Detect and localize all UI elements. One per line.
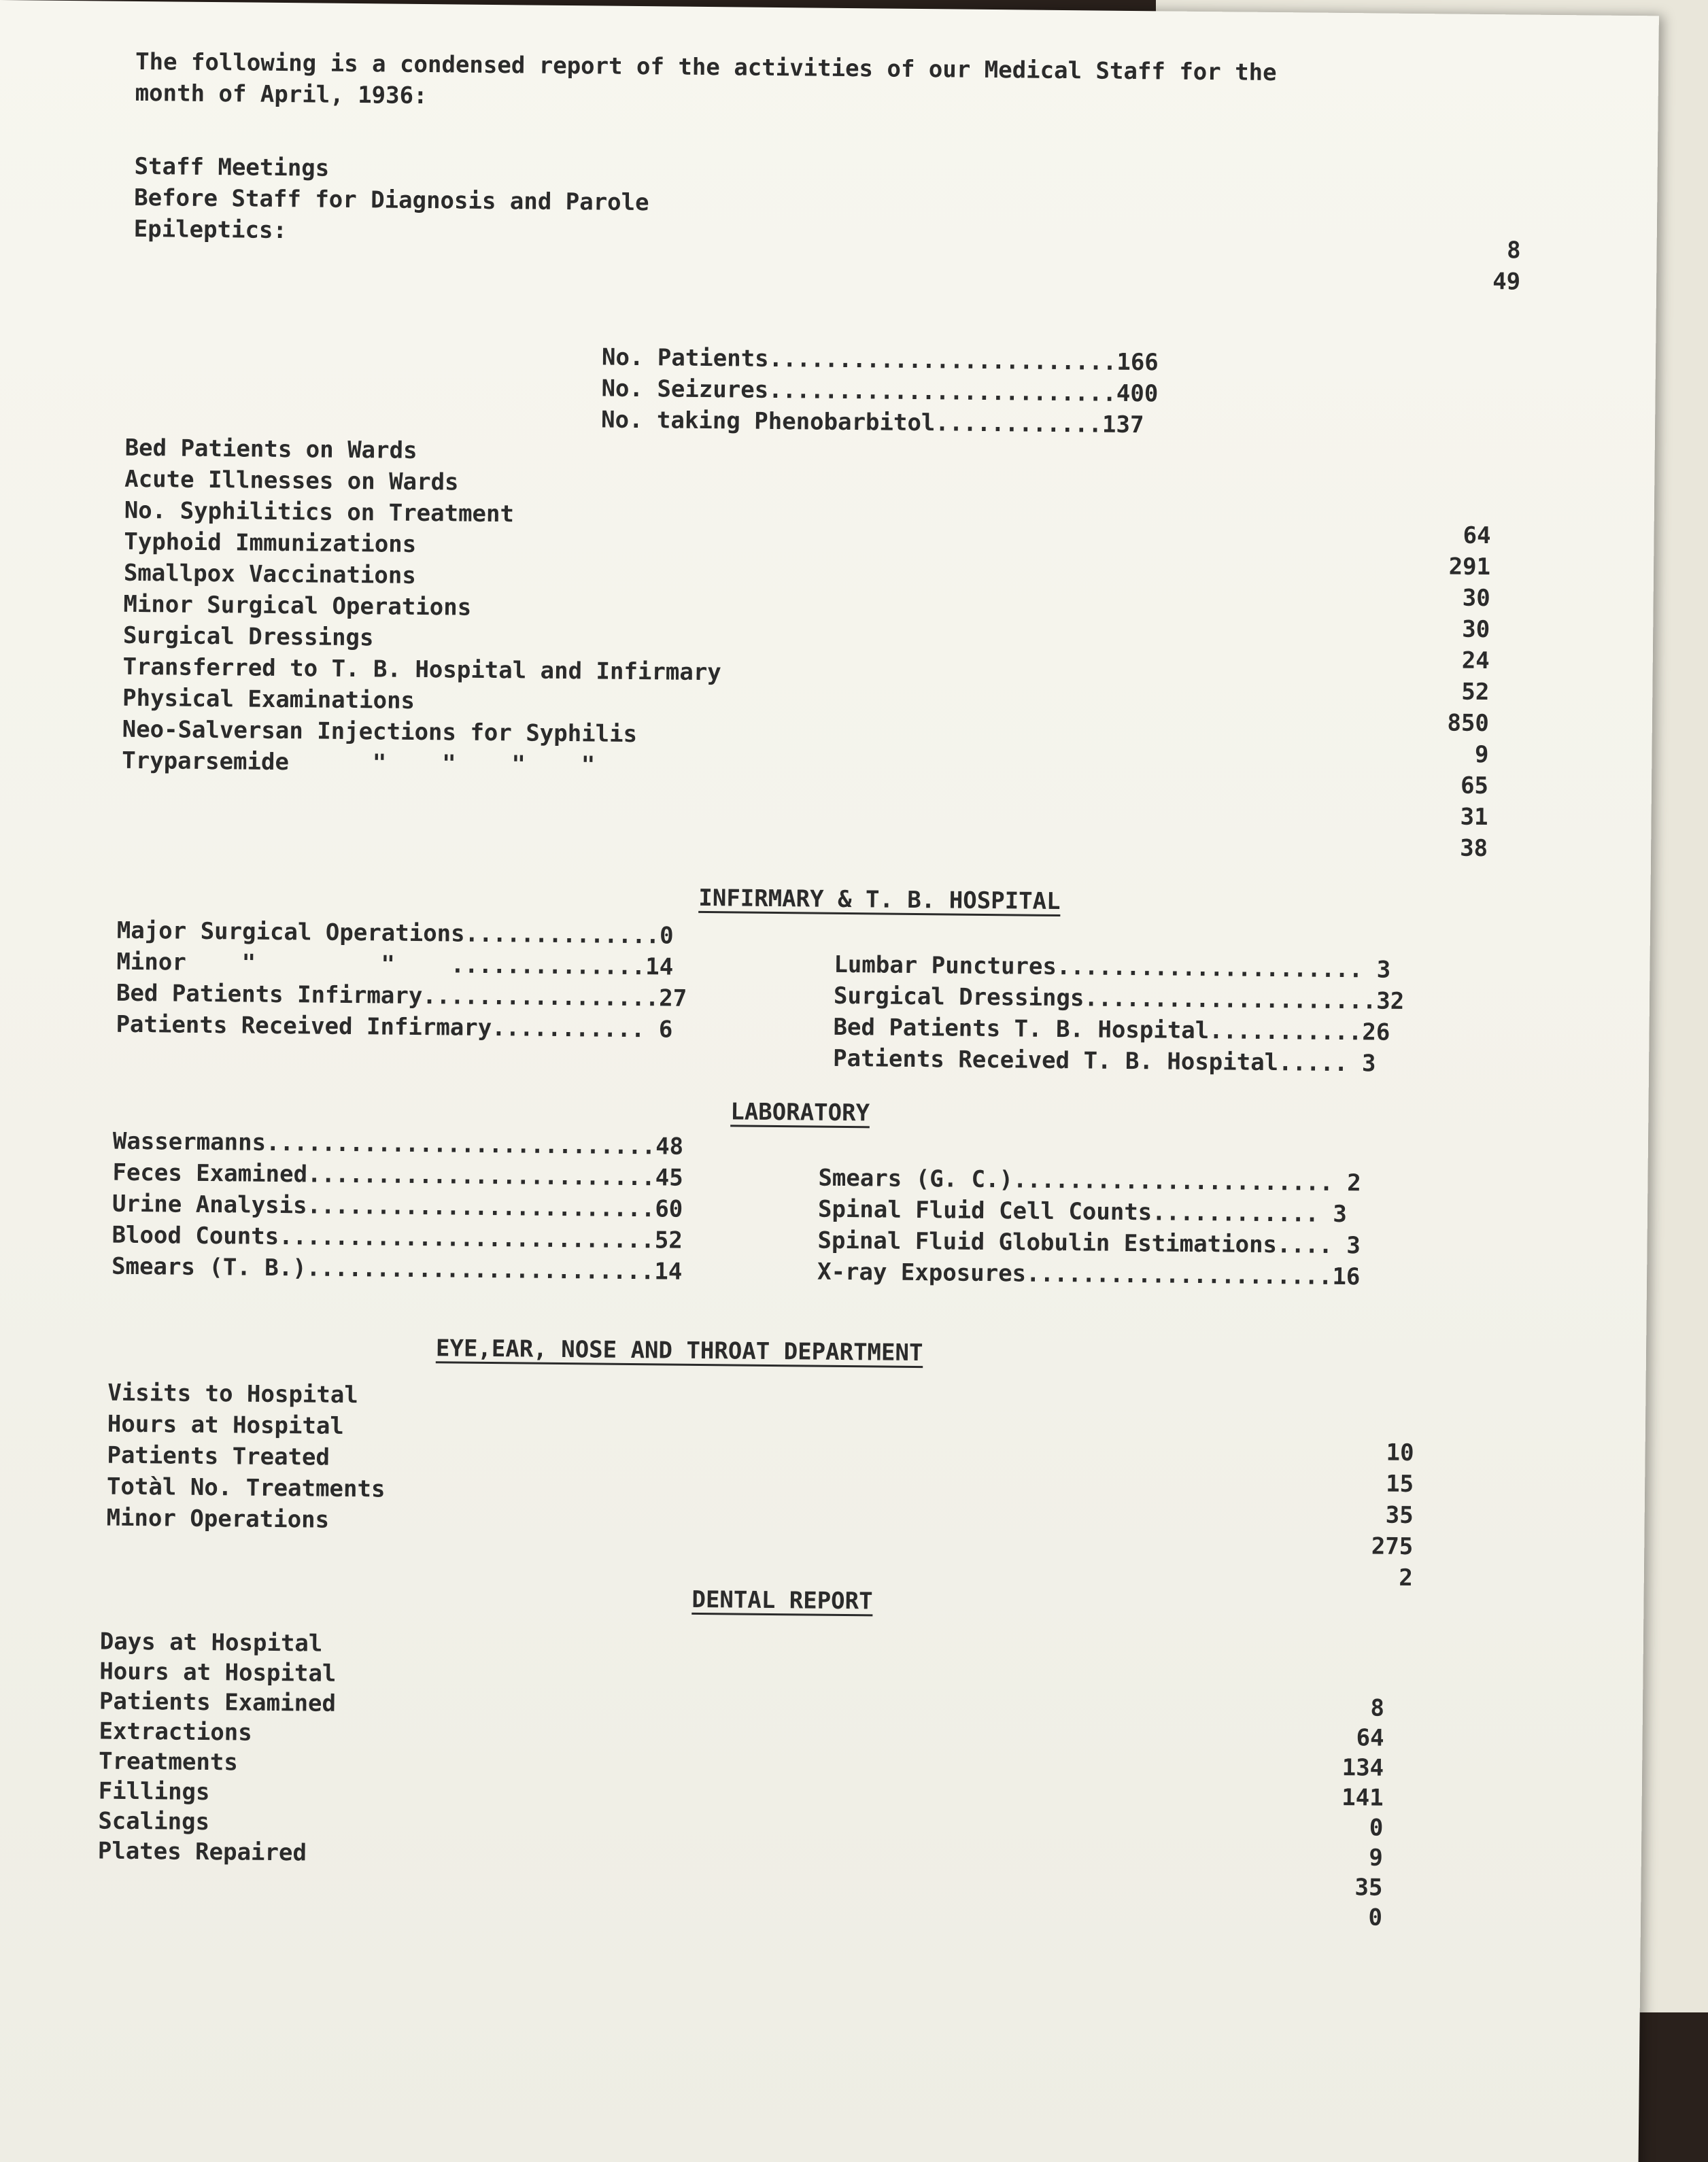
ent-value: 15 <box>1385 1470 1414 1498</box>
general-label: Bed Patients on Wards <box>124 434 417 464</box>
dental-label: Fillings <box>98 1777 210 1806</box>
dental-label: Scalings <box>98 1807 210 1836</box>
general-value: 52 <box>1461 678 1490 706</box>
laboratory-left-line: Smears (T. B.).........................14 <box>111 1252 683 1286</box>
ent-label: Hours at Hospital <box>107 1410 345 1440</box>
ent-label: Visits to Hospital <box>107 1379 358 1409</box>
general-value: 64 <box>1463 521 1491 550</box>
dental-value: 9 <box>1369 1844 1384 1872</box>
laboratory-left-line: Wassermanns............................48 <box>112 1127 684 1161</box>
summary-value: 8 <box>1506 237 1521 264</box>
dental-value: 8 <box>1370 1694 1385 1722</box>
general-value: 38 <box>1459 834 1488 863</box>
dental-label: Extractions <box>99 1717 252 1747</box>
ent-value: 35 <box>1385 1501 1414 1530</box>
summary-label: Epileptics: <box>133 215 288 245</box>
intro-line-2: month of April, 1936: <box>135 79 428 110</box>
dental-value: 0 <box>1368 1904 1383 1932</box>
dental-label: Patients Examined <box>99 1687 337 1717</box>
general-label: Acute Illnesses on Wards <box>124 465 459 496</box>
dental-value: 35 <box>1354 1874 1383 1902</box>
section-heading-dental: DENTAL REPORT <box>691 1585 873 1615</box>
general-label: Surgical Dressings <box>122 621 374 652</box>
ent-label: Totàl No. Treatments <box>106 1473 386 1503</box>
section-heading-infirmary: INFIRMARY & T. B. HOSPITAL <box>698 884 1061 916</box>
laboratory-right-line: Smears (G. C.)....................... 2 <box>818 1164 1361 1197</box>
laboratory-left-line: Urine Analysis.........................60 <box>112 1190 683 1223</box>
section-heading-laboratory: LABORATORY <box>730 1098 870 1127</box>
epileptics-line: No. taking Phenobarbitol............137 <box>600 406 1144 439</box>
section-heading-ent: EYE,EAR, NOSE AND THROAT DEPARTMENT <box>435 1335 923 1367</box>
infirmary-left-line: Patients Received Infirmary........... 6 <box>116 1010 673 1044</box>
general-label: Minor Surgical Operations <box>123 590 472 621</box>
infirmary-right-line: Lumbar Punctures...................... 3 <box>834 950 1391 984</box>
dental-label: Treatments <box>98 1747 239 1777</box>
infirmary-right-line: Surgical Dressings.....................32 <box>833 982 1405 1015</box>
infirmary-right-line: Patients Received T. B. Hospital..... 3 <box>832 1044 1376 1078</box>
laboratory-left-line: Blood Counts...........................52 <box>112 1221 683 1254</box>
infirmary-left-line: Bed Patients Infirmary.................27 <box>116 979 687 1012</box>
dental-value: 141 <box>1342 1784 1384 1812</box>
infirmary-right-line: Bed Patients T. B. Hospital...........26 <box>833 1013 1390 1046</box>
infirmary-left-line: Minor " " ..............14 <box>116 948 674 981</box>
summary-label: Before Staff for Diagnosis and Parole <box>134 184 649 217</box>
general-label: Typhoid Immunizations <box>124 528 417 558</box>
ent-value: 275 <box>1371 1532 1414 1561</box>
general-value: 291 <box>1448 553 1491 581</box>
laboratory-right-line: Spinal Fluid Globulin Estimations.... 3 <box>817 1226 1361 1260</box>
general-label: Physical Examinations <box>122 684 415 715</box>
dental-label: Plates Repaired <box>97 1837 307 1867</box>
general-value: 31 <box>1460 803 1488 831</box>
general-label: Transferred to T. B. Hospital and Infirmary <box>122 653 721 687</box>
laboratory-right-line: Spinal Fluid Cell Counts............ 3 <box>817 1195 1347 1229</box>
general-label: No. Syphilitics on Treatment <box>124 496 515 528</box>
infirmary-left-line: Major Surgical Operations..............0 <box>116 916 674 950</box>
epileptics-line: No. Seizures.........................400 <box>601 375 1159 408</box>
dental-value: 64 <box>1356 1724 1384 1752</box>
general-label: Tryparsemide " " " " <box>122 747 596 779</box>
dental-label: Hours at Hospital <box>99 1658 337 1687</box>
general-value: 9 <box>1474 740 1489 769</box>
ent-value: 10 <box>1386 1439 1414 1467</box>
dental-value: 0 <box>1369 1814 1384 1842</box>
general-value: 30 <box>1462 584 1490 613</box>
general-value: 65 <box>1460 772 1489 800</box>
intro-line-1: The following is a condensed report of the activities of our Medical Staff for the <box>135 48 1277 87</box>
general-value: 24 <box>1461 647 1490 675</box>
laboratory-right-line: X-ray Exposures......................16 <box>817 1258 1361 1291</box>
ent-value: 2 <box>1399 1564 1414 1592</box>
ent-label: Minor Operations <box>106 1504 330 1534</box>
general-value: 850 <box>1447 709 1490 738</box>
summary-value: 49 <box>1492 268 1521 296</box>
dental-value: 134 <box>1342 1754 1384 1782</box>
dental-label: Days at Hospital <box>99 1628 323 1658</box>
epileptics-line: No. Patients.........................166 <box>601 343 1159 377</box>
general-label: Neo-Salversan Injections for Syphilis <box>122 715 638 749</box>
general-value: 30 <box>1462 615 1490 644</box>
laboratory-left-line: Feces Examined.........................45 <box>112 1159 683 1192</box>
general-label: Smallpox Vaccinations <box>123 559 416 589</box>
ent-label: Patients Treated <box>107 1441 330 1471</box>
summary-label: Staff Meetings <box>134 152 330 182</box>
